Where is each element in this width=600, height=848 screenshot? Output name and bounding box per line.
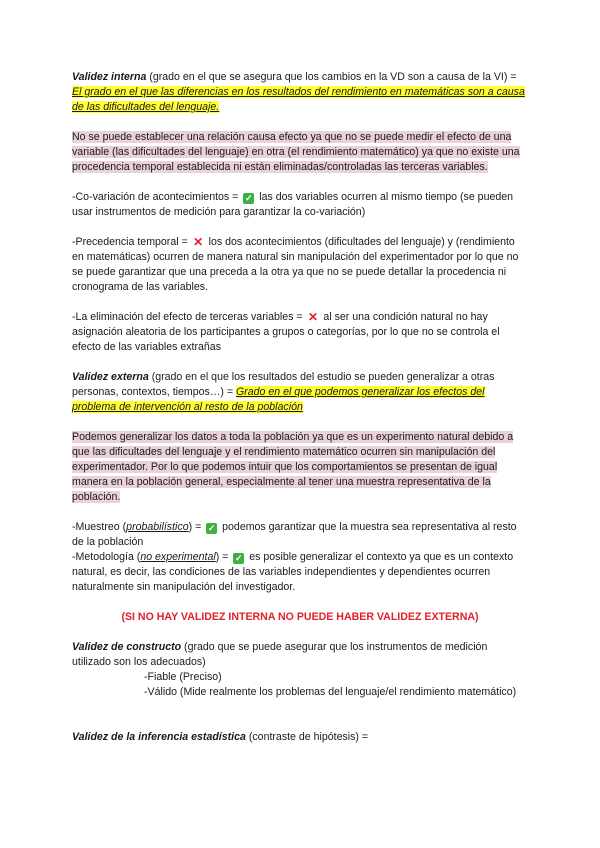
spacer (72, 700, 528, 730)
check-icon: ✓ (235, 553, 243, 563)
metodologia-item (72, 550, 528, 595)
warning-note: (SI NO HAY VALIDEZ INTERNA NO PUEDE HABER VALIDEZ EXTERNA) (121, 611, 479, 623)
constructo-intro: (grado que se puede asegurar que los instrumentos de medición utilizado son los adecuados) (72, 641, 488, 668)
cross-icon: ✕ (193, 235, 204, 249)
precedencia-item (72, 235, 528, 295)
interna-term: Validez interna (72, 71, 147, 83)
constructo-paragraph (72, 640, 528, 670)
covariacion-label: -Co-variación de acontecimientos = (72, 191, 242, 203)
externa-term: Validez externa (72, 371, 149, 383)
constructo-list (72, 670, 528, 700)
precedencia-label: -Precedencia temporal = (72, 236, 191, 248)
muestreo-text: podemos garantizar que la muestra sea representativa al resto de la población (72, 521, 517, 548)
metodologia-label: -Metodología ( (72, 551, 141, 563)
document-page (72, 70, 528, 760)
metodologia-text: es posible generalizar el contexto ya que es un contexto natural, es decir, las condiciones de las variables independientes y dependientes ocurren naturalmente sin manipulación del investigador. (72, 551, 514, 593)
constructo-item-valido: -Válido (Mide realmente los problemas del lenguaje/el rendimiento matemático) (144, 686, 517, 698)
interna-intro: (grado en el que se asegura que los cambios en la VD son a causa de la VI) = (146, 71, 517, 83)
interna-highlight: No se puede establecer una relación causa efecto ya que no se puede medir el efecto de una variable (las dificultades del lenguaje) en otra (el rendimiento matemático) ya que no existe una procedencia temporal establecida ni están eliminadas/controladas las terceras variables. (72, 131, 520, 173)
interna-paragraph (72, 70, 528, 115)
check-icon: ✓ (245, 193, 253, 203)
constructo-term: Validez de constructo (72, 641, 182, 653)
interna-explanation (72, 130, 528, 175)
muestreo-type: probabilístico (126, 521, 189, 533)
externa-highlight: Podemos generalizar los datos a toda la población ya que es un experimento natural debido a que las dificultades del lenguaje y el rendimiento matemático ocurren sin manipulación del experimentador. Por lo que podemos intuir que los comportamientos se presentan de igual manera en la población general, especialmente al tener una muestra representativa de la población. (72, 431, 514, 503)
muestreo-item (72, 520, 528, 550)
check-icon: ✓ (207, 523, 216, 533)
constructo-item-fiable: -Fiable (Preciso) (144, 671, 222, 683)
eliminacion-item (72, 310, 528, 355)
muestreo-label: -Muestreo ( (72, 521, 127, 533)
externa-paragraph (72, 370, 528, 415)
metodologia-close: ) = (215, 551, 232, 563)
inferencia-term: Validez de la inferencia estadística (72, 731, 246, 743)
eliminacion-text: al ser una condición natural no hay asignación aleatoria de los participantes a grupos o categorías, por lo que no se controla el efecto de las variables extrañas (72, 311, 500, 353)
interna-definition: El grado en el que las diferencias en los resultados del rendimiento en matemáticas son a causa de las dificultades del lenguaje. (72, 86, 525, 113)
externa-definition: Grado en el que podemos generalizar los efectos del problema de intervención al resto de la población (72, 386, 485, 413)
metodologia-type: no experimental (140, 551, 216, 563)
inferencia-intro: (contraste de hipótesis) = (245, 731, 369, 743)
covariacion-text: las dos variables ocurren al mismo tiempo (se pueden usar instrumentos de medición para garantizar la co-variación) (72, 191, 514, 218)
eliminacion-label: -La eliminación del efecto de terceras variables = (72, 311, 306, 323)
muestreo-close: ) = (188, 521, 205, 533)
externa-intro: (grado en el que los resultados del estudio se pueden generalizar a otras personas, contextos, tiempos…) = (72, 371, 495, 398)
cross-icon: ✕ (307, 310, 319, 324)
precedencia-text: los dos acontecimientos (dificultades del lenguaje) y (rendimiento en matemáticas) ocurren de manera natural sin manipulación del experimentador por lo que no se puede garantizar que una preceda a la otra ya que no se puede detallar la procedencia ni cronograma de las variables. (72, 236, 519, 293)
externa-explanation (72, 430, 528, 505)
covariacion-item (72, 190, 528, 220)
inferencia-paragraph (72, 730, 528, 745)
